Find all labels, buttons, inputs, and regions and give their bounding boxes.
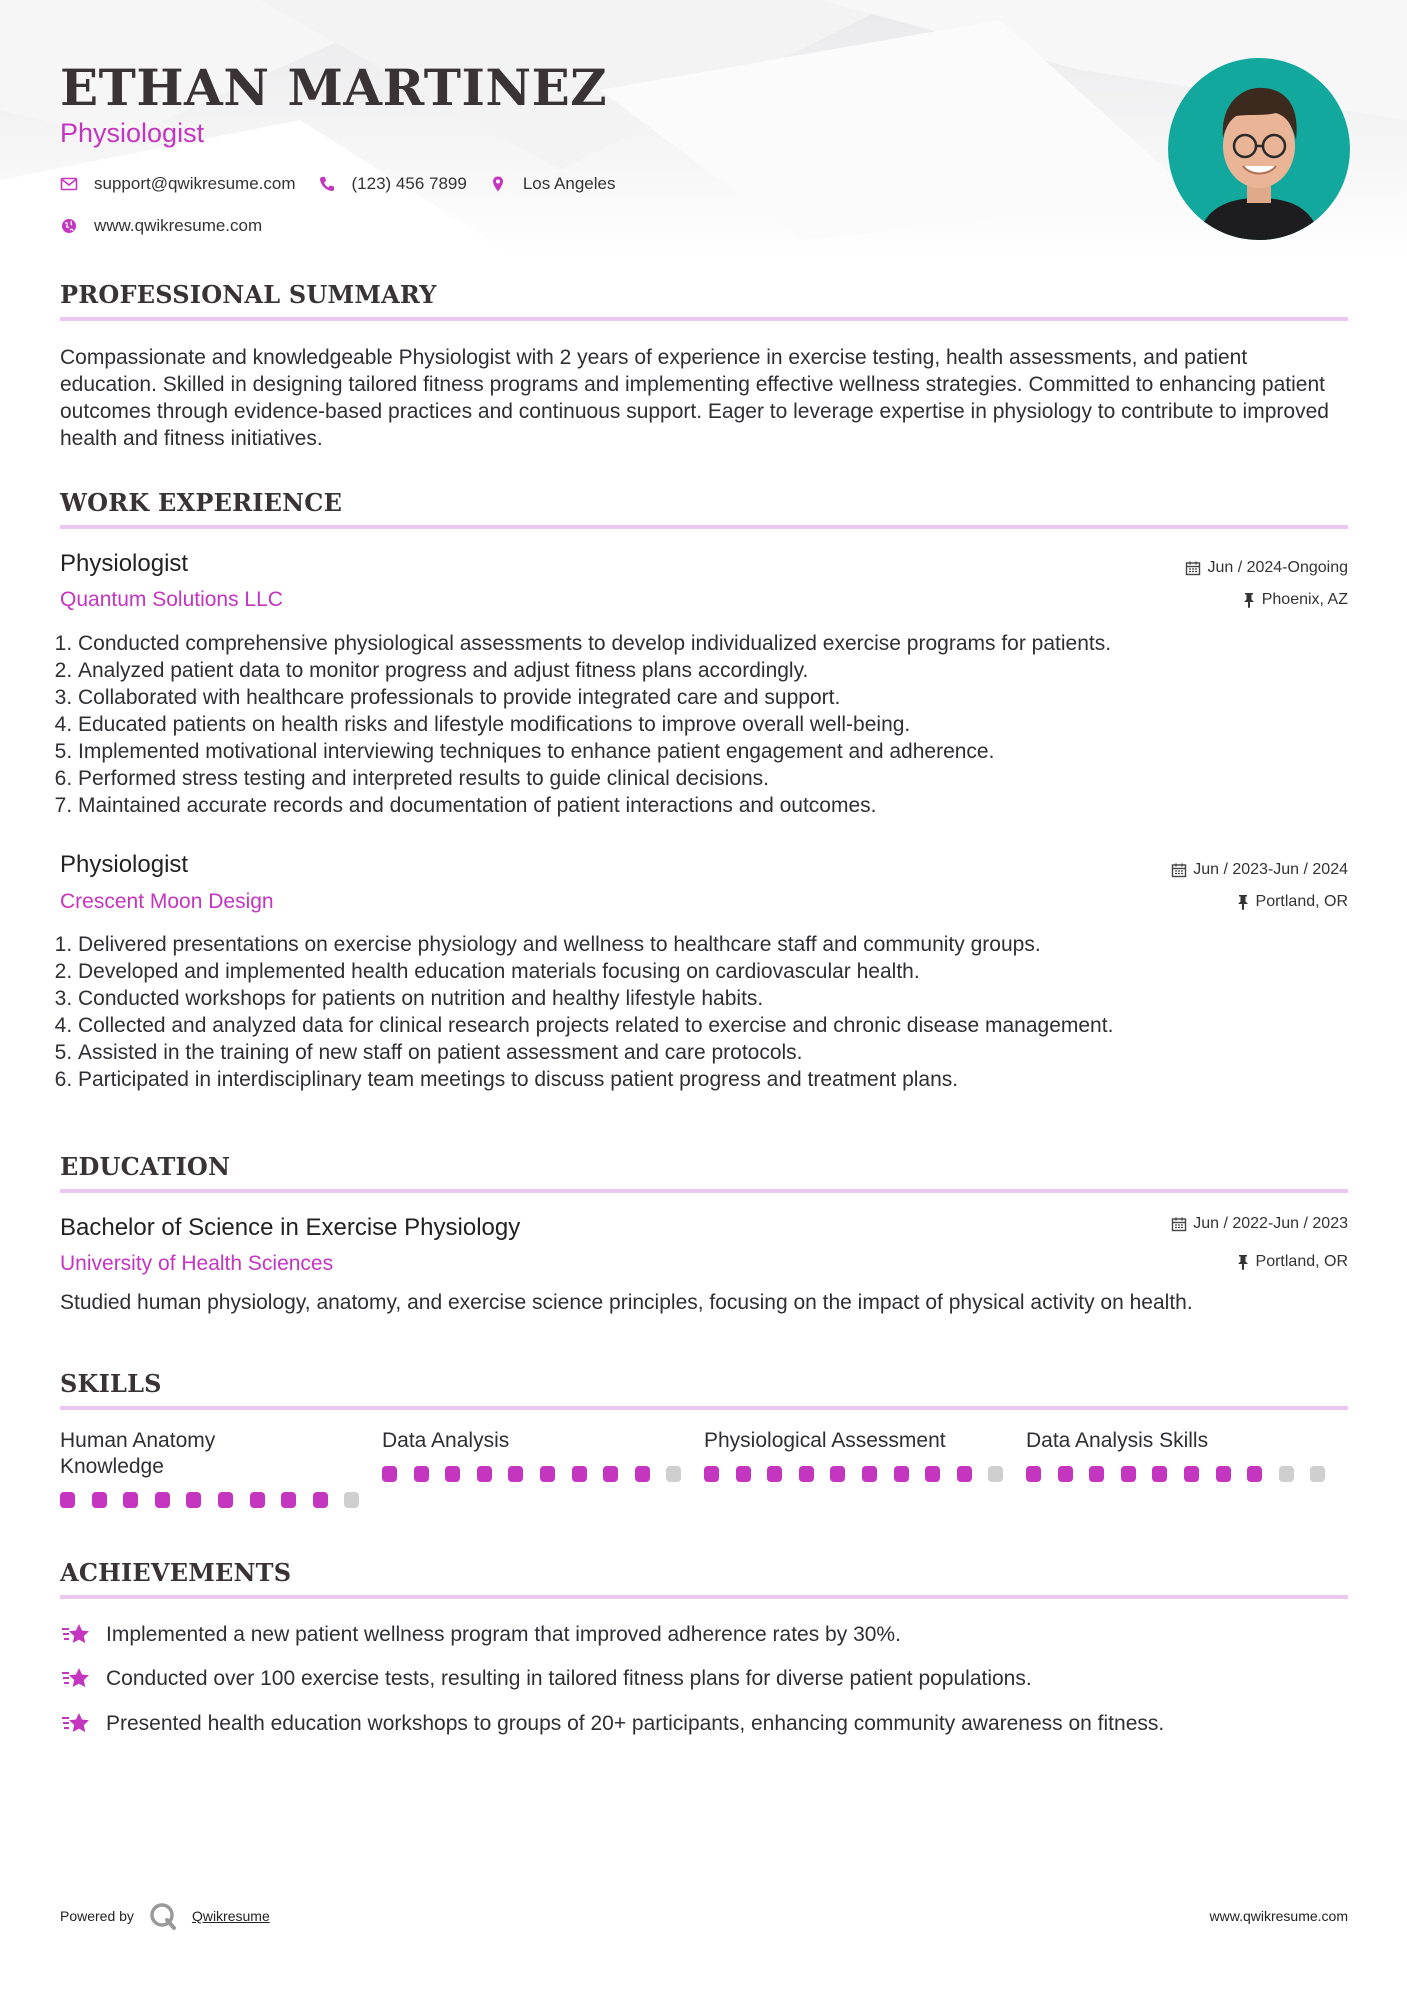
job-dates-text: Jun / 2023-Jun / 2024 <box>1193 861 1348 878</box>
skill-dot-filled <box>767 1466 782 1482</box>
job-company: Crescent Moon Design <box>60 890 274 913</box>
duty-item: 4. Educated patients on health risks and lifestyle modifications to improve overall well-being. <box>78 711 1366 738</box>
duty-item: 7. Maintained accurate records and documentation of patient interactions and outcomes. <box>78 792 1366 819</box>
education-dates-text: Jun / 2022-Jun / 2023 <box>1193 1215 1348 1232</box>
powered-by-label: Powered by <box>60 1908 134 1924</box>
skill-dot-empty <box>1279 1466 1294 1482</box>
duty-item: 6. Performed stress testing and interpreted results to guide clinical decisions. <box>78 765 1366 792</box>
job-title: Physiologist <box>60 851 189 878</box>
skill-dot-filled <box>736 1466 751 1482</box>
star-icon <box>60 1710 92 1738</box>
job-company: Quantum Solutions LLC <box>60 588 283 611</box>
footer <box>60 1896 1348 1936</box>
skill-item <box>704 1428 1026 1508</box>
skill-dot-filled <box>540 1466 555 1482</box>
skill-dot-filled <box>313 1492 328 1508</box>
email-text: support@qwikresume.com <box>94 174 296 193</box>
achievement-text: Presented health education workshops to groups of 20+ participants, enhancing community awareness on fitness. <box>106 1712 1165 1735</box>
skill-dot-filled <box>799 1466 814 1482</box>
skill-dot-empty <box>666 1466 681 1482</box>
duty-item: 1. Delivered presentations on exercise physiology and wellness to healthcare staff and community groups. <box>78 931 1366 958</box>
skill-dot-filled <box>155 1492 170 1508</box>
skill-dot-filled <box>1247 1466 1262 1482</box>
summary-text: Compassionate and knowledgeable Physiologist with 2 years of experience in exercise testing, health assessments, and patient education. Skilled in designing tailored fitness programs and implementing effective wellness strategies. Committed to enhancing patient outcomes through evidence-based practices and continuous support. Eager to leverage expertise in physiology to contribute to improved health and fitness initiatives. <box>60 346 1329 450</box>
duty-item: 3. Conducted workshops for patients on nutrition and healthy lifestyle habits. <box>78 985 1366 1012</box>
footer-website-link[interactable]: www.qwikresume.com <box>1209 1908 1348 1924</box>
skill-rating <box>704 1466 1026 1482</box>
duty-item: 6. Participated in interdisciplinary team meetings to discuss patient progress and treatment plans. <box>78 1066 1366 1093</box>
phone-text: (123) 456 7899 <box>351 174 467 193</box>
skill-dot-filled <box>704 1466 719 1482</box>
star-icon <box>60 1621 92 1649</box>
job-location <box>1242 591 1348 609</box>
phone-icon <box>318 175 336 193</box>
skill-dot-filled <box>382 1466 397 1482</box>
skill-dot-filled <box>123 1492 138 1508</box>
skill-name: Physiological Assessment <box>704 1429 946 1452</box>
skill-name: Data Analysis <box>382 1429 510 1452</box>
skill-dot-filled <box>1152 1466 1167 1482</box>
skill-dot-filled <box>925 1466 940 1482</box>
avatar <box>1168 58 1350 240</box>
skill-dot-filled <box>414 1466 429 1482</box>
skill-dot-filled <box>508 1466 523 1482</box>
location-item <box>489 174 616 194</box>
qwikresume-link[interactable]: Qwikresume <box>191 1908 270 1924</box>
star-icon <box>60 1665 92 1693</box>
envelope-icon <box>60 175 78 193</box>
skill-item <box>1026 1428 1348 1508</box>
skill-dot-filled <box>1121 1466 1136 1482</box>
skill-dot-filled <box>830 1466 845 1482</box>
section-title-experience: WORK EXPERIENCE <box>60 488 1348 529</box>
job-dates <box>1185 559 1348 577</box>
skill-dot-filled <box>894 1466 909 1482</box>
skill-dot-filled <box>218 1492 233 1508</box>
skill-rating <box>1026 1466 1348 1482</box>
achievement-text: Conducted over 100 exercise tests, resulting in tailored fitness plans for diverse patient populations. <box>106 1667 1032 1690</box>
achievement-text: Implemented a new patient wellness program that improved adherence rates by 30%. <box>106 1623 901 1646</box>
skill-name: Human Anatomy Knowledge <box>60 1429 216 1478</box>
skill-dot-filled <box>862 1466 877 1482</box>
calendar-icon <box>1171 1216 1187 1232</box>
skill-dot-empty <box>988 1466 1003 1482</box>
skill-dot-filled <box>1089 1466 1104 1482</box>
calendar-icon <box>1171 862 1187 878</box>
duty-item: 5. Implemented motivational interviewing techniques to enhance patient engagement and adherence. <box>78 738 1366 765</box>
skill-dot-filled <box>603 1466 618 1482</box>
skill-dot-filled <box>92 1492 107 1508</box>
job-location <box>1236 893 1348 911</box>
skill-dot-filled <box>60 1492 75 1508</box>
achievement-item <box>60 1710 1348 1738</box>
skill-dot-filled <box>572 1466 587 1482</box>
skill-dot-filled <box>477 1466 492 1482</box>
duty-item: 4. Collected and analyzed data for clinical research projects related to exercise and chronic disease management. <box>78 1012 1366 1039</box>
duty-item: 1. Conducted comprehensive physiological assessments to develop individualized exercise programs for patients. <box>78 630 1366 657</box>
candidate-role: Physiologist <box>60 118 205 148</box>
job-dates <box>1171 861 1348 879</box>
skill-dot-filled <box>1058 1466 1073 1482</box>
contact-info <box>60 172 637 238</box>
skill-dot-filled <box>1184 1466 1199 1482</box>
skill-rating <box>382 1466 704 1482</box>
skill-dot-filled <box>186 1492 201 1508</box>
website-item[interactable] <box>60 216 262 236</box>
education-location <box>1236 1253 1348 1271</box>
skill-dot-filled <box>635 1466 650 1482</box>
skill-rating <box>60 1492 382 1508</box>
skill-dot-empty <box>1310 1466 1325 1482</box>
section-title-education: EDUCATION <box>60 1152 1348 1193</box>
duty-item: 3. Collaborated with healthcare professionals to provide integrated care and support. <box>78 684 1366 711</box>
achievement-item <box>60 1621 1348 1649</box>
candidate-name: ETHAN MARTINEZ <box>60 58 608 117</box>
job-dates-text: Jun / 2024-Ongoing <box>1207 559 1348 576</box>
skill-dot-filled <box>445 1466 460 1482</box>
pushpin-icon <box>1236 1254 1250 1270</box>
education-location-text: Portland, OR <box>1255 1253 1348 1270</box>
map-pin-icon <box>489 175 507 193</box>
skill-dot-filled <box>281 1492 296 1508</box>
degree-title: Bachelor of Science in Exercise Physiology <box>60 1214 521 1241</box>
duty-item: 2. Analyzed patient data to monitor progress and adjust fitness plans accordingly. <box>78 657 1366 684</box>
achievement-item <box>60 1665 1348 1693</box>
skill-dot-filled <box>1026 1466 1041 1482</box>
pushpin-icon <box>1242 592 1256 608</box>
job-duties-list <box>60 630 1366 819</box>
education-description: Studied human physiology, anatomy, and exercise science principles, focusing on the impact of physical activity on health. <box>60 1291 1193 1314</box>
skill-dot-filled <box>250 1492 265 1508</box>
skill-dot-filled <box>957 1466 972 1482</box>
location-text: Los Angeles <box>522 174 616 193</box>
education-dates <box>1171 1215 1348 1233</box>
qwikresume-logo-icon <box>148 1901 178 1931</box>
skill-dot-filled <box>1216 1466 1231 1482</box>
duty-item: 5. Assisted in the training of new staff on patient assessment and care protocols. <box>78 1039 1366 1066</box>
globe-icon <box>60 217 78 235</box>
section-title-skills: SKILLS <box>60 1369 1348 1410</box>
skill-dot-empty <box>344 1492 359 1508</box>
website-text: www.qwikresume.com <box>94 216 263 235</box>
job-location-text: Phoenix, AZ <box>1261 591 1348 608</box>
skill-item <box>60 1428 382 1508</box>
job-duties-list <box>60 931 1366 1093</box>
duty-item: 2. Developed and implemented health education materials focusing on cardiovascular health. <box>78 958 1366 985</box>
job-location-text: Portland, OR <box>1255 893 1348 910</box>
section-title-summary: PROFESSIONAL SUMMARY <box>60 280 1348 321</box>
pushpin-icon <box>1236 894 1250 910</box>
section-title-achievements: ACHIEVEMENTS <box>60 1558 1348 1599</box>
school-name: University of Health Sciences <box>60 1252 334 1275</box>
job-title: Physiologist <box>60 550 189 577</box>
skill-item <box>382 1428 704 1508</box>
skills-grid <box>60 1428 1348 1508</box>
phone-item[interactable] <box>318 174 467 194</box>
skill-name: Data Analysis Skills <box>1026 1429 1209 1452</box>
calendar-icon <box>1185 560 1201 576</box>
email-item[interactable] <box>60 174 296 194</box>
